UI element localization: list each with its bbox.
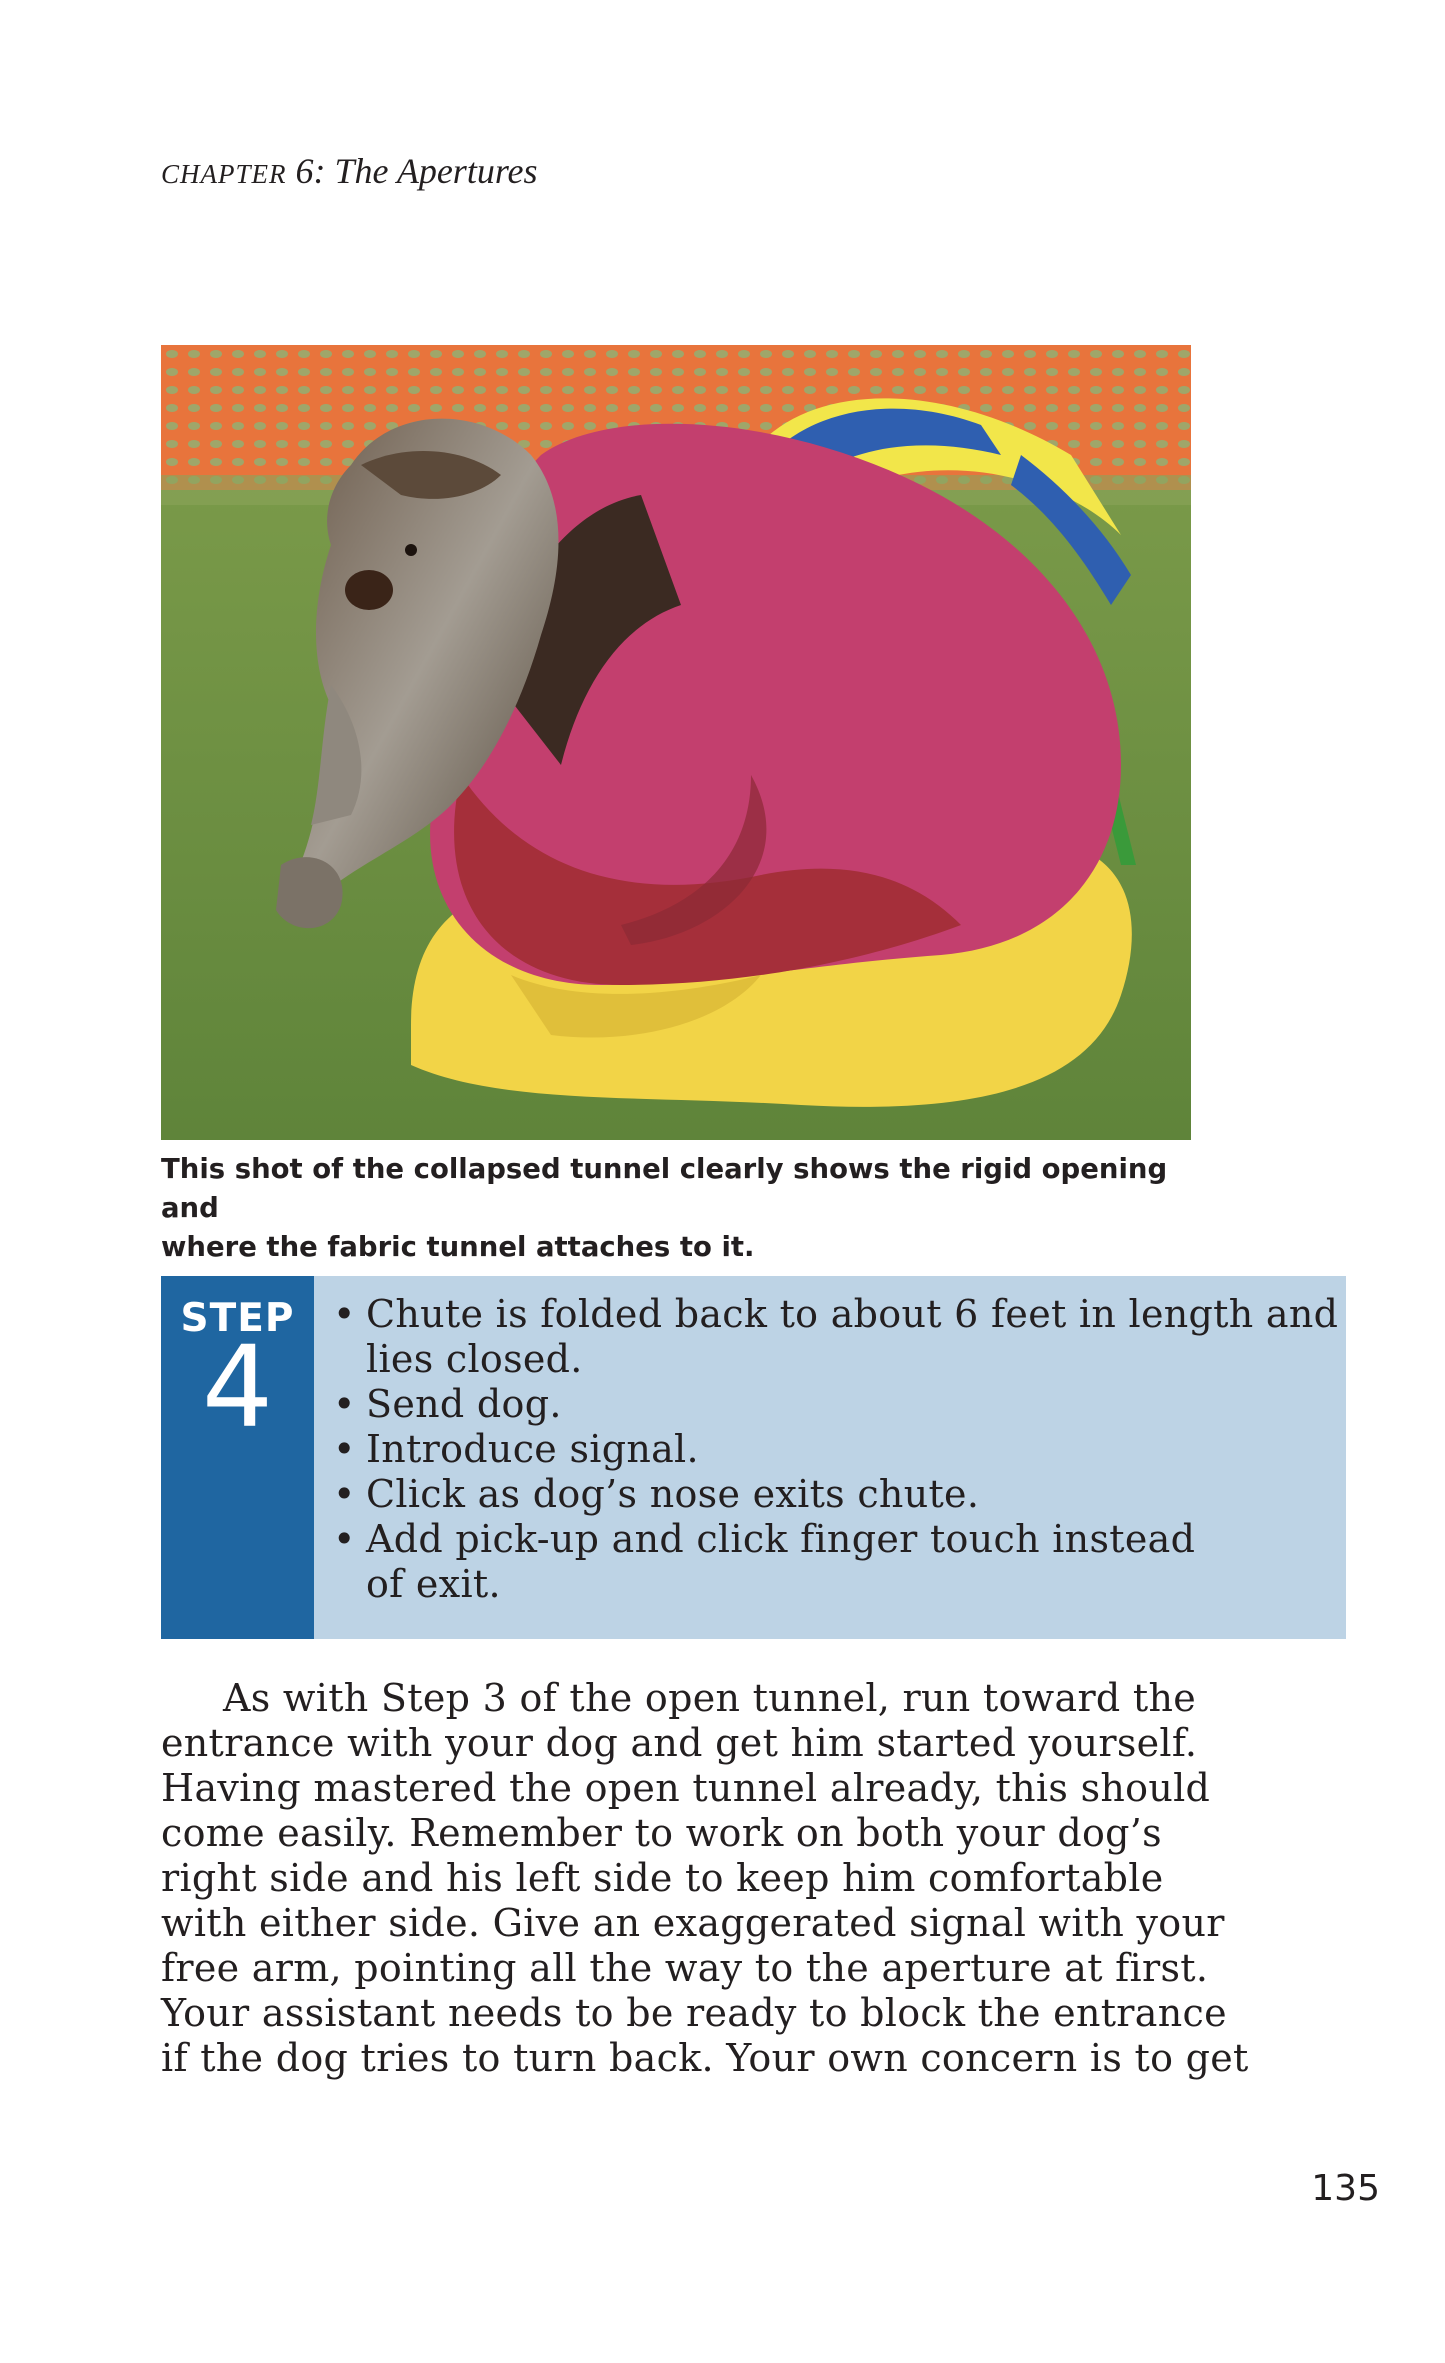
bullet-icon: • [333,1427,356,1471]
body-line: free arm, pointing all the way to the aperture at first. [161,1946,1209,1990]
bullet-icon: • [333,1472,356,1516]
running-head [161,150,537,192]
step-tab [161,1276,314,1639]
step-list-item [333,1472,1338,1517]
body-line: Having mastered the open tunnel already, this should [161,1766,1211,1810]
photo-dog-exiting-collapsed-tunnel-icon [161,345,1191,1140]
step-item-line: Chute is folded back to about 6 feet in length and [366,1292,1339,1336]
step-list-item [333,1427,1338,1472]
step-item-line: lies closed. [366,1337,583,1381]
step-list-item [333,1382,1338,1427]
step-item-line: Click as dog’s nose exits chute. [366,1472,980,1516]
body-line: right side and his left side to keep him comfortable [161,1856,1164,1900]
caption-line: where the fabric tunnel attaches to it. [161,1231,755,1263]
figure-caption [161,1150,1211,1267]
step-box [161,1276,1346,1639]
running-head-title: 6: The Apertures [286,151,538,191]
step-number: 4 [201,1323,274,1453]
step-list-item [333,1517,1338,1607]
running-head-chapter-word: CHAPTER [161,159,287,189]
body-line: if the dog tries to turn back. Your own concern is to get [161,2036,1249,2080]
body-line: with either side. Give an exaggerated signal with your [161,1901,1225,1945]
dog-tunnel-photo [161,345,1191,1140]
step-item-line: Add pick-up and click finger touch instead [366,1517,1196,1561]
caption-line: This shot of the collapsed tunnel clearly shows the rigid opening and [161,1153,1168,1224]
step-label: STEP [180,1296,295,1341]
body-line: Your assistant needs to be ready to block the entrance [161,1991,1227,2035]
step-list-item [333,1292,1338,1382]
step-list [333,1292,1338,1607]
body-line: come easily. Remember to work on both your dog’s [161,1811,1162,1855]
step-item-line: Send dog. [366,1382,562,1426]
page-number: 135 [1311,2168,1380,2209]
body-line: As with Step 3 of the open tunnel, run toward the [223,1676,1197,1720]
step-item-line: of exit. [366,1562,501,1606]
step-item-line: Introduce signal. [366,1427,699,1471]
bullet-icon: • [333,1517,356,1561]
bullet-icon: • [333,1382,356,1426]
bullet-icon: • [333,1292,356,1336]
body-line: entrance with your dog and get him started yourself. [161,1721,1198,1765]
body-paragraph [161,1676,1261,2081]
